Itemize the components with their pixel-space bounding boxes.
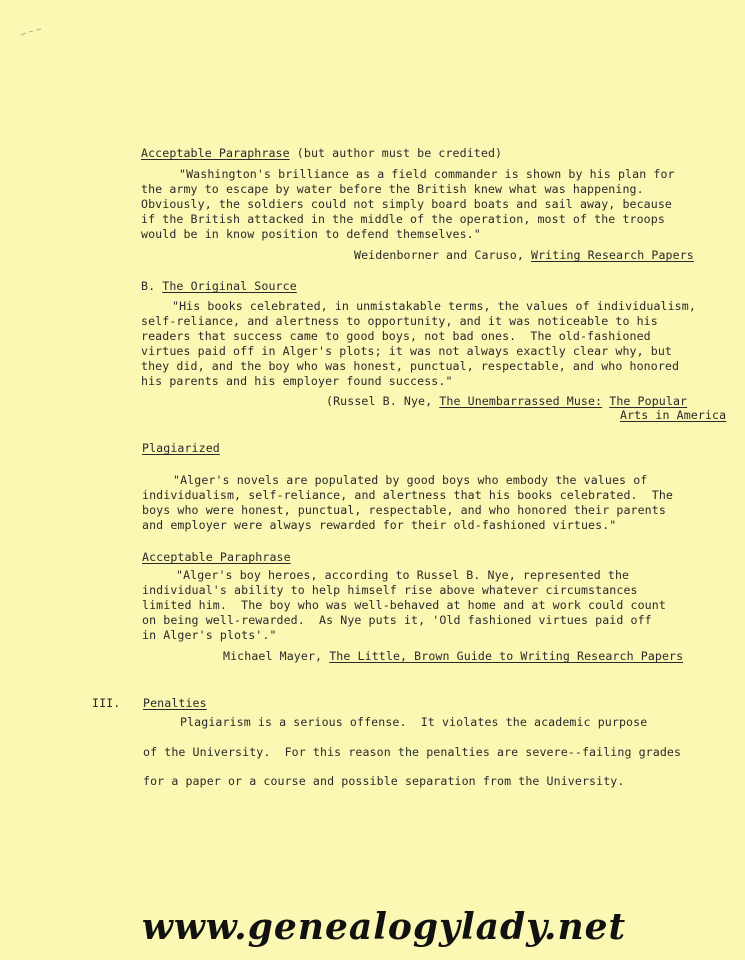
section-b-heading-line: [141, 279, 297, 293]
penalties-line: for a paper or a course and possible separation from the University.: [143, 774, 625, 788]
citation-mayer: [223, 649, 683, 663]
paragraph-line: "Washington's brilliance as a field commander is shown by his plan for: [179, 167, 675, 181]
paragraph-line: would be in know position to defend themselves.": [141, 227, 481, 241]
quote-line: self-reliance, and alertness to opportunity, and it was noticeable to his: [141, 314, 658, 328]
paraphrase-line: limited him. The boy who was well-behaved at home and at work could count: [142, 598, 666, 612]
citation-nye-prefix: (Russel B. Nye,: [326, 394, 433, 408]
penalties-line: of the University. For this reason the penalties are severe--failing grades: [143, 745, 682, 759]
citation-weidenborner: [354, 248, 694, 262]
penalties-heading: Penalties: [143, 696, 207, 710]
citation-mayer-author: Michael Mayer,: [223, 649, 323, 663]
section-iii-numeral: III.: [92, 696, 121, 710]
citation-title: Writing Research Papers: [531, 248, 694, 262]
plagiarized-line: individualism, self-reliance, and alertness that his books celebrated. The: [142, 488, 674, 502]
paraphrase-heading: Acceptable Paraphrase: [142, 550, 291, 564]
paragraph-line: Obviously, the soldiers could not simply board boats and sail away, because: [141, 197, 673, 211]
plagiarized-line: and employer were always rewarded for their old-fashioned virtues.": [142, 518, 617, 532]
acceptable-paraphrase-heading: Acceptable Paraphrase: [141, 146, 290, 160]
quote-line: "His books celebrated, in unmistakable terms, the values of individualism,: [172, 299, 696, 313]
paragraph-line: the army to escape by water before the British knew what was happening.: [141, 182, 644, 196]
quote-line: they did, and the boy who was honest, punctual, respectable, and who honored: [141, 359, 680, 373]
citation-nye-title-1: The Unembarrassed Muse:: [439, 394, 603, 408]
citation-nye-title-3: Arts in America: [620, 408, 727, 422]
paraphrase-line: on being well-rewarded. As Nye puts it, 'Old fashioned virtues paid off: [142, 613, 652, 627]
acceptable-paraphrase-heading-line: [141, 146, 502, 160]
paragraph-line: if the British attacked in the middle of the operation, most of the troops: [141, 212, 665, 226]
paraphrase-line: "Alger's boy heroes, according to Russel B. Nye, represented the: [176, 568, 630, 582]
section-b-heading: The Original Source: [162, 279, 297, 293]
citation-mayer-title: The Little, Brown Guide to Writing Research Papers: [329, 649, 684, 663]
quote-line: virtues paid off in Alger's plots; it was not always exactly clear why, but: [141, 344, 673, 358]
quote-line: his parents and his employer found success.": [141, 374, 453, 388]
plagiarized-heading: Plagiarized: [142, 441, 220, 455]
quote-line: readers that success came to good boys, not bad ones. The old-fashioned: [141, 329, 651, 343]
plagiarized-line: "Alger's novels are populated by good boys who embody the values of: [173, 473, 648, 487]
section-b-label: B.: [141, 279, 156, 293]
watermark-url: www.genealogylady.net: [141, 906, 627, 948]
penalties-line: Plagiarism is a serious offense. It violates the academic purpose: [180, 715, 648, 729]
acceptable-paraphrase-note: (but author must be credited): [296, 146, 503, 160]
paraphrase-line: in Alger's plots'.": [142, 628, 277, 642]
paraphrase-line: individual's ability to help himself rise above whatever circumstances: [142, 583, 638, 597]
citation-nye-title-2: The Popular: [609, 394, 688, 408]
citation-nye: [326, 394, 687, 408]
paper-speck-mark: [20, 28, 42, 36]
citation-authors: Weidenborner and Caruso,: [354, 248, 524, 262]
plagiarized-line: boys who were honest, punctual, respectable, and who honored their parents: [142, 503, 666, 517]
